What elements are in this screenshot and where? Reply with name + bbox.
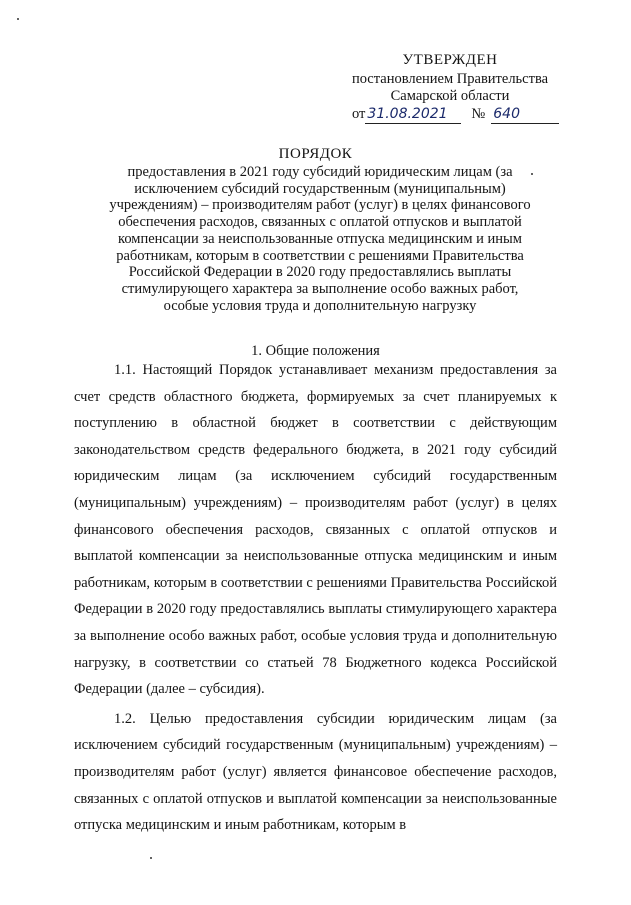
date-prefix: от — [352, 106, 366, 122]
scan-speck — [531, 173, 533, 175]
document-subtitle: предоставления в 2021 году субсидий юридическим лицам (за исключением субсидий государственным (муниципальным) учреждениям) – производителям работ (услуг) в целях финансового обеспечения расходов, связанных с оплатой отпусков и выплатой компенсации за неиспользованные отпуска медицинским и иным работникам, которым в соответствии с решениями Правительства Российской Федерации в 2020 году предоставлялись выплаты стимулирующего характера за выполнение особо важных работ, особые условия труда и дополнительную нагрузку — [109, 164, 531, 314]
number-sign: № — [471, 106, 486, 122]
approval-stamp-block — [330, 52, 570, 124]
handwritten-date: 31.08.2021 — [365, 106, 461, 124]
handwritten-number: 640 — [491, 106, 559, 124]
approved-by-line-2: Самарской области — [390, 88, 510, 104]
approved-label: УТВЕРЖДЕН — [402, 52, 498, 68]
scan-speck — [150, 857, 152, 859]
document-title: ПОРЯДОК — [278, 146, 353, 162]
paragraph-1-2: 1.2. Целью предоставления субсидии юридическим лицам (за исключением субсидий государственным (муниципальным) учреждениям) – производителям работ (услуг) является финансовое обеспечение расходов, связанных с оплатой отпусков и выплатой компенсации за неиспользованные отпуска медицинским и иным работникам, которым в — [74, 710, 557, 834]
section-heading: 1. Общие положения — [251, 343, 380, 359]
approved-by-line-1: постановлением Правительства — [351, 71, 549, 87]
approval-date-line — [330, 106, 570, 124]
document-body — [74, 356, 557, 839]
paragraph-1-1: 1.1. Настоящий Порядок устанавливает механизм предоставления за счет средств областного бюджета, формируемых за счет планируемых к поступлению в областной бюджет в соответствии с действующим законодательством средств федерального бюджета, в 2021 году субсидий юридическим лицам (за исключением субсидий государственным (муниципальным) учреждениям) – производителям работ (услуг) в целях финансового обеспечения расходов, связанных с оплатой отпусков и выплатой компенсации за неиспользованные отпуска медицинским и иным работникам, которым в соответствии с решениями Правительства Российской Федерации в 2020 году предоставлялись выплаты стимулирующего характера за выполнение особо важных работ, особые условия труда и дополнительную нагрузку, в соответствии со статьей 78 Бюджетного кодекса Российской Федерации (далее – субсидия). — [74, 362, 557, 698]
scan-speck — [17, 18, 19, 20]
